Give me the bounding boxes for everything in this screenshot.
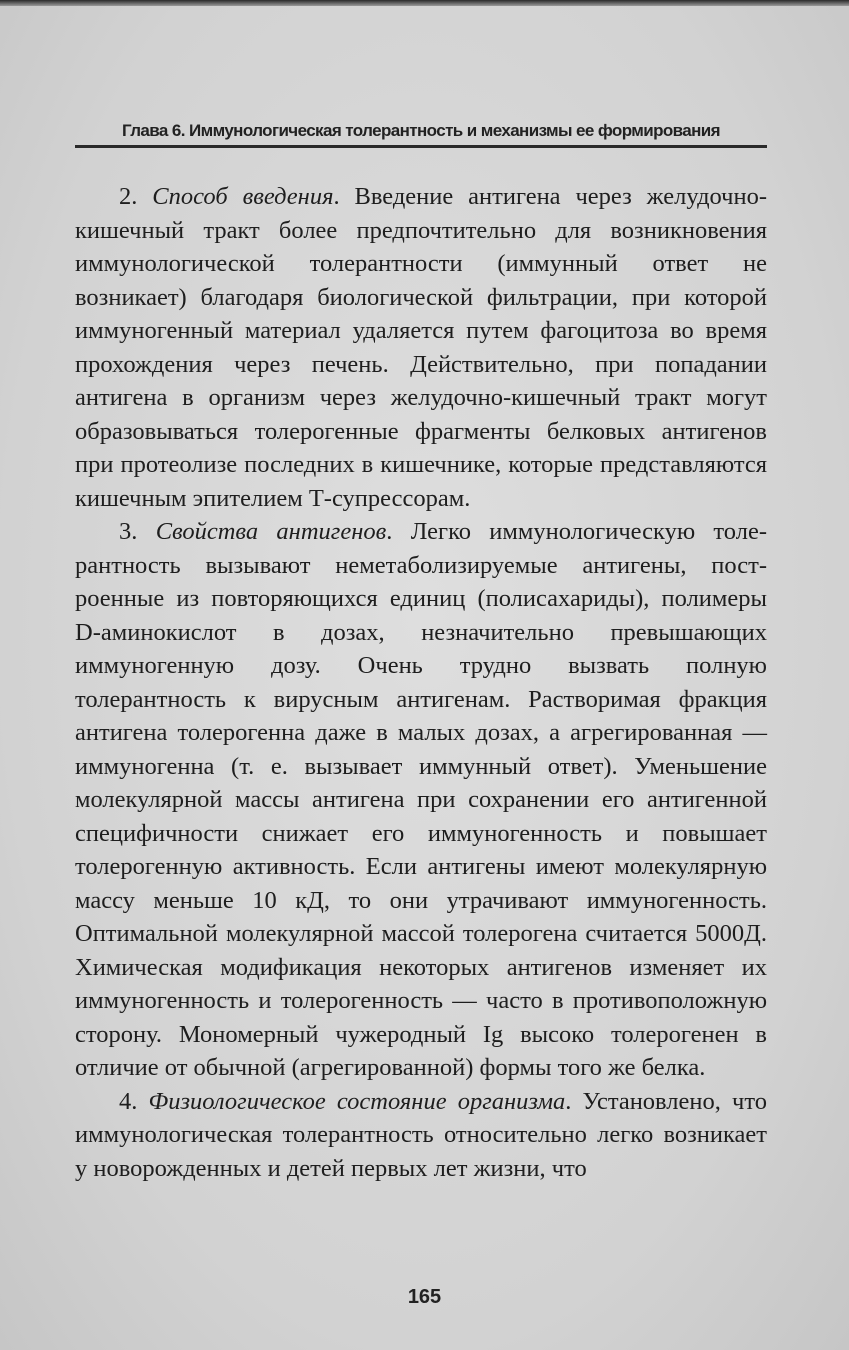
heading-punctuation: . bbox=[333, 183, 340, 210]
paragraph-number: 4. bbox=[119, 1087, 138, 1115]
paragraph-physiological-state bbox=[75, 1085, 767, 1186]
paragraph-antigen-properties bbox=[75, 515, 767, 1085]
heading-punctuation: . bbox=[565, 1087, 572, 1115]
paragraph-number: 3. bbox=[119, 518, 138, 545]
paragraph-text: Установлено, что иммунологическая толерантность относительно легко возникает у новорожденных и детей первых лет жизни, что bbox=[75, 1087, 767, 1182]
paragraph-heading: Физиологическое состояние организма bbox=[148, 1087, 566, 1115]
body-text bbox=[75, 180, 767, 1185]
paragraph-administration-route bbox=[75, 180, 767, 515]
paragraph-text: Введение антигена через желудочно-кишечный тракт более предпочтительно для возникновения иммунологической толерантности (иммунный ответ не возникает) благодаря биологической фильтрации, при которой иммуногенный материал удаляется путем фагоцитоза во время прохождения через печень. Действительно, при попадании антигена в организм через желудочно-кишечный тракт могут образовываться толерогенные фрагменты белковых антигенов при протеолизе последних в кишечнике, которые представляются кишечным эпителием Т-супрессорам. bbox=[75, 183, 768, 512]
heading-punctuation: . bbox=[386, 518, 393, 545]
running-head: Глава 6. Иммунологическая толерантность и механизмы ее формирования bbox=[75, 118, 767, 148]
paragraph-number: 2. bbox=[119, 183, 138, 210]
page-number: 165 bbox=[407, 1286, 442, 1308]
paragraph-heading: Способ введения bbox=[152, 183, 334, 210]
paragraph-heading: Свойства антигенов bbox=[155, 518, 387, 545]
paragraph-text: Легко иммунологическую толерантность вызывают неметаболизируемые антигены, построенные из повторяющихся единиц (полисахариды), полимеры D-аминокислот в дозах, незначительно превышающих иммуногенную дозу. Очень трудно вызвать полную толерантность к вирусным антигенам. Растворимая фракция антигена толерогенна даже в малых дозах, а агрегированная — иммуногенна (т. е. вызывает иммунный ответ). Уменьшение молекулярной массы антигена при сохранении его антигенной специфичности снижает его иммуногенность и повышает толерогенную активность. Если антигены имеют молекулярную массу меньше 10 кД, то они утрачивают иммуногенность. Оптимальной молекулярной массой толерогена считается 5000Д. Химическая модификация некоторых антигенов изменяет их иммуногенность и толерогенность — часто в противоположную сторону. Мономерный чужеродный Ig высоко толерогенен в отличие от обычной (агрегированной) формы того же белка. bbox=[75, 518, 768, 1081]
